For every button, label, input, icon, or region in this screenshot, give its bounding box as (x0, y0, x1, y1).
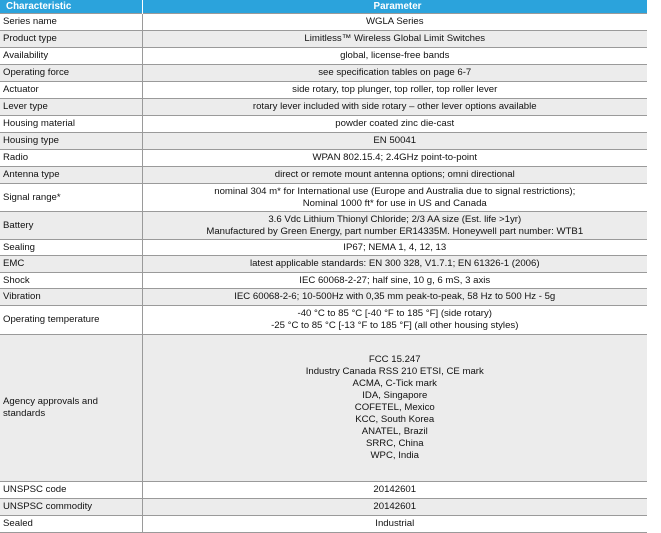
table-row (0, 306, 647, 335)
parameter-line: IDA, Singapore (362, 390, 428, 401)
row-parameter (142, 212, 647, 240)
parameter-line: Industry Canada RSS 210 ETSI, CE mark (305, 366, 484, 377)
row-characteristic: Actuator (0, 82, 142, 99)
row-parameter (142, 306, 647, 335)
parameter-line: WPC, India (370, 450, 420, 461)
parameter-line: Industrial (375, 518, 415, 529)
table-row (0, 116, 647, 133)
table-row (0, 335, 647, 482)
parameter-line: latest applicable standards: EN 300 328, V1.7.1; EN 61326-1 (2006) (249, 258, 540, 269)
row-parameter (142, 482, 647, 499)
table-header-row (0, 0, 647, 14)
table-row (0, 273, 647, 289)
row-characteristic: Operating temperature (0, 306, 142, 335)
table-row (0, 212, 647, 240)
row-characteristic: Sealed (0, 516, 142, 533)
row-parameter (142, 184, 647, 212)
row-characteristic: Housing material (0, 116, 142, 133)
row-characteristic: Operating force (0, 65, 142, 82)
row-characteristic: Sealing (0, 240, 142, 256)
parameter-line: KCC, South Korea (355, 414, 435, 425)
table-row (0, 48, 647, 65)
row-characteristic: EMC (0, 256, 142, 273)
parameter-line: ACMA, C-Tick mark (352, 378, 437, 389)
table-row (0, 82, 647, 99)
parameter-line: see specification tables on page 6-7 (318, 67, 472, 78)
table-row (0, 184, 647, 212)
row-parameter (142, 273, 647, 289)
row-characteristic: Battery (0, 212, 142, 240)
parameter-line: WGLA Series (365, 16, 424, 27)
row-characteristic: Product type (0, 31, 142, 48)
row-parameter (142, 150, 647, 167)
parameter-line: direct or remote mount antenna options; omni directional (274, 169, 515, 180)
table-row (0, 14, 647, 31)
row-parameter (142, 65, 647, 82)
parameter-line: SRRC, China (365, 438, 424, 449)
row-parameter (142, 240, 647, 256)
parameter-line: 3.6 Vdc Lithium Thionyl Chloride; 2/3 AA size (Est. life >1yr) (268, 213, 522, 225)
row-characteristic: Antenna type (0, 167, 142, 184)
table-row (0, 516, 647, 533)
table-row (0, 31, 647, 48)
row-parameter (142, 335, 647, 482)
row-characteristic: Availability (0, 48, 142, 65)
row-characteristic: Vibration (0, 289, 142, 306)
row-parameter (142, 14, 647, 31)
row-parameter (142, 48, 647, 65)
row-characteristic: Agency approvals and standards (0, 335, 142, 482)
table-row (0, 289, 647, 306)
row-characteristic: UNSPSC code (0, 482, 142, 499)
parameter-line: 20142601 (373, 501, 417, 512)
parameter-line: 20142601 (373, 484, 417, 495)
parameter-line: WPAN 802.15.4; 2.4GHz point-to-point (312, 152, 478, 163)
row-parameter (142, 256, 647, 273)
table-body (0, 14, 647, 533)
parameter-line: FCC 15.247 (368, 354, 421, 365)
parameter-line: Nominal 1000 ft* for use in US and Canada (302, 197, 487, 209)
table-row (0, 133, 647, 150)
header-characteristic: Characteristic (0, 0, 142, 14)
row-parameter (142, 31, 647, 48)
parameter-line: side rotary, top plunger, top roller, top roller lever (292, 84, 498, 95)
parameter-line: -40 °C to 85 °C [-40 °F to 185 °F] (side rotary) (297, 308, 492, 319)
row-characteristic: Signal range* (0, 184, 142, 212)
row-parameter (142, 116, 647, 133)
parameter-line: global, license-free bands (340, 50, 450, 61)
table-row (0, 150, 647, 167)
row-parameter (142, 167, 647, 184)
table-row (0, 65, 647, 82)
row-parameter (142, 289, 647, 306)
row-parameter (142, 99, 647, 116)
parameter-line: Manufactured by Green Energy, part number ER14335M. Honeywell part number: WTB1 (206, 225, 584, 237)
parameter-line: Limitless™ Wireless Global Limit Switches (304, 33, 486, 44)
header-parameter: Parameter (142, 0, 647, 14)
parameter-line: IEC 60068-2-6; 10-500Hz with 0,35 mm peak-to-peak, 58 Hz to 500 Hz - 5g (234, 291, 556, 302)
table-row (0, 499, 647, 516)
table-row (0, 167, 647, 184)
row-characteristic: UNSPSC commodity (0, 499, 142, 516)
parameter-line: nominal 304 m* for International use (Europe and Australia due to signal restrictions); (214, 185, 576, 197)
row-characteristic: Radio (0, 150, 142, 167)
parameter-line: powder coated zinc die-cast (335, 118, 455, 129)
parameter-line: COFETEL, Mexico (354, 402, 435, 413)
table-row (0, 240, 647, 256)
parameter-line: ANATEL, Brazil (361, 426, 428, 437)
parameter-line: IP67; NEMA 1, 4, 12, 13 (343, 241, 447, 253)
parameter-line: EN 50041 (373, 135, 417, 146)
row-characteristic: Series name (0, 14, 142, 31)
row-parameter (142, 499, 647, 516)
row-characteristic: Shock (0, 273, 142, 289)
table-row (0, 99, 647, 116)
parameter-line: IEC 60068-2-27; half sine, 10 g, 6 mS, 3 axis (299, 274, 491, 286)
table-row (0, 482, 647, 499)
row-characteristic: Housing type (0, 133, 142, 150)
row-characteristic: Lever type (0, 99, 142, 116)
parameter-line: -25 °C to 85 °C [-13 °F to 185 °F] (all other housing styles) (271, 320, 519, 331)
row-parameter (142, 82, 647, 99)
table-row (0, 256, 647, 273)
row-parameter (142, 516, 647, 533)
row-parameter (142, 133, 647, 150)
parameter-line: rotary lever included with side rotary – other lever options available (252, 101, 537, 112)
